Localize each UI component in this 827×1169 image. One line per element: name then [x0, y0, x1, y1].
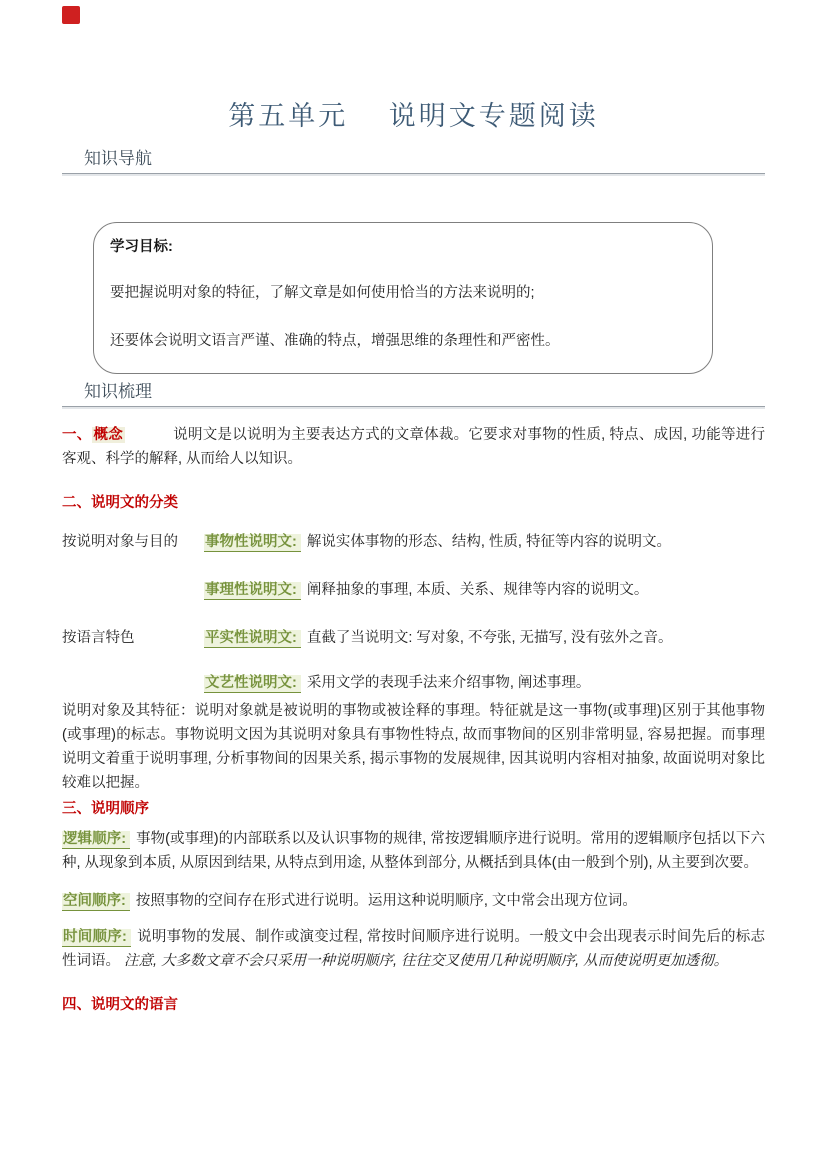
order-term: 逻辑顺序: — [62, 831, 130, 849]
classification-row — [62, 530, 765, 554]
row-body — [204, 671, 765, 695]
type-term: 文艺性说明文: — [204, 675, 301, 693]
concept-term: 概念 — [93, 427, 124, 443]
order-item-logical — [62, 827, 765, 875]
outline-body — [62, 423, 765, 1017]
type-term: 平实性说明文: — [204, 630, 301, 648]
outline-section-heading: 知识梳理 — [62, 381, 765, 407]
document-content — [62, 148, 765, 1017]
goal-line: 还要体会说明文语言严谨、准确的特点，增强思维的条理性和严密性。 — [110, 333, 560, 349]
page-title: 第五单元 说明文专题阅读 — [228, 101, 599, 131]
row-label: 按语言特色 — [62, 630, 135, 646]
classification-row — [62, 578, 765, 602]
order-note: 注意, 大多数文章不会只采用一种说明顺序, 往往交叉使用几种说明顺序, 从而使说明更加透彻。 — [124, 953, 729, 969]
row-body — [204, 626, 765, 650]
order-heading: 三、说明顺序 — [62, 801, 149, 817]
row-label — [62, 578, 204, 602]
type-term: 事理性说明文: — [204, 582, 301, 600]
object-feature-paragraph: 说明对象及其特征：说明对象就是被说明的事物或被诠释的事理。特征就是这一事物(或事理)区别于其他事物(或事理)的标志。事物说明文因为其说明对象具有事物性特点, 故而事物间的区别非常明显, 容易把握。而事理说明文着重于说明事理, 分析事物间的因果关系, 揭示事物的发展规律, 因其说明内容相对抽象, 故面说明对象比较难以把握。 — [62, 703, 765, 791]
order-desc: 说明事物的发展、制作或演变过程, 常按时间顺序进行说明。一般文中会出现表示时间先后的标志性词语。 — [62, 929, 765, 969]
order-desc: 事物(或事理)的内部联系以及认识事物的规律, 常按逻辑顺序进行说明。常用的逻辑顺序包括以下六种, 从现象到本质, 从原因到结果, 从特点到用途, 从整体到部分, 从概括到具体(由一般到个别), 从主要到次要。 — [62, 831, 765, 871]
type-desc: 直截了当说明文: 写对象, 不夸张, 无描写, 没有弦外之音。 — [306, 630, 673, 646]
order-item-temporal — [62, 925, 765, 973]
type-desc: 采用文学的表现手法来介绍事物, 阐述事理。 — [306, 675, 591, 691]
row-label: 按说明对象与目的 — [62, 534, 178, 550]
classification-row — [62, 626, 765, 650]
type-desc: 阐释抽象的事理, 本质、关系、规律等内容的说明文。 — [306, 582, 649, 598]
red-flag-icon — [62, 6, 80, 24]
order-item-spatial — [62, 889, 765, 913]
order-desc: 按照事物的空间存在形式进行说明。运用这种说明顺序, 文中常会出现方位词。 — [135, 893, 637, 909]
row-body — [204, 578, 765, 602]
learning-goal-box — [93, 222, 713, 374]
concept-paragraph — [62, 423, 765, 471]
concept-number: 一、 — [62, 427, 92, 443]
language-heading: 四、说明文的语言 — [62, 997, 178, 1013]
concept-text: 说明文是以说明为主要表达方式的文章体裁。它要求对事物的性质, 特点、成因, 功能等进行客观、科学的解释, 从而给人以知识。 — [62, 427, 766, 467]
nav-section-heading: 知识导航 — [62, 148, 765, 174]
row-body — [204, 530, 765, 554]
type-desc: 解说实体事物的形态、结构, 性质, 特征等内容的说明文。 — [306, 534, 671, 550]
classification-heading: 二、说明文的分类 — [62, 495, 178, 511]
order-term: 空间顺序: — [62, 893, 130, 911]
row-label — [62, 671, 204, 695]
goal-box-heading: 学习目标: — [110, 239, 173, 255]
classification-row — [62, 671, 765, 695]
goal-line: 要把握说明对象的特征，了解文章是如何使用恰当的方法来说明的; — [110, 285, 535, 301]
order-term: 时间顺序: — [62, 929, 131, 947]
type-term: 事物性说明文: — [204, 534, 301, 552]
